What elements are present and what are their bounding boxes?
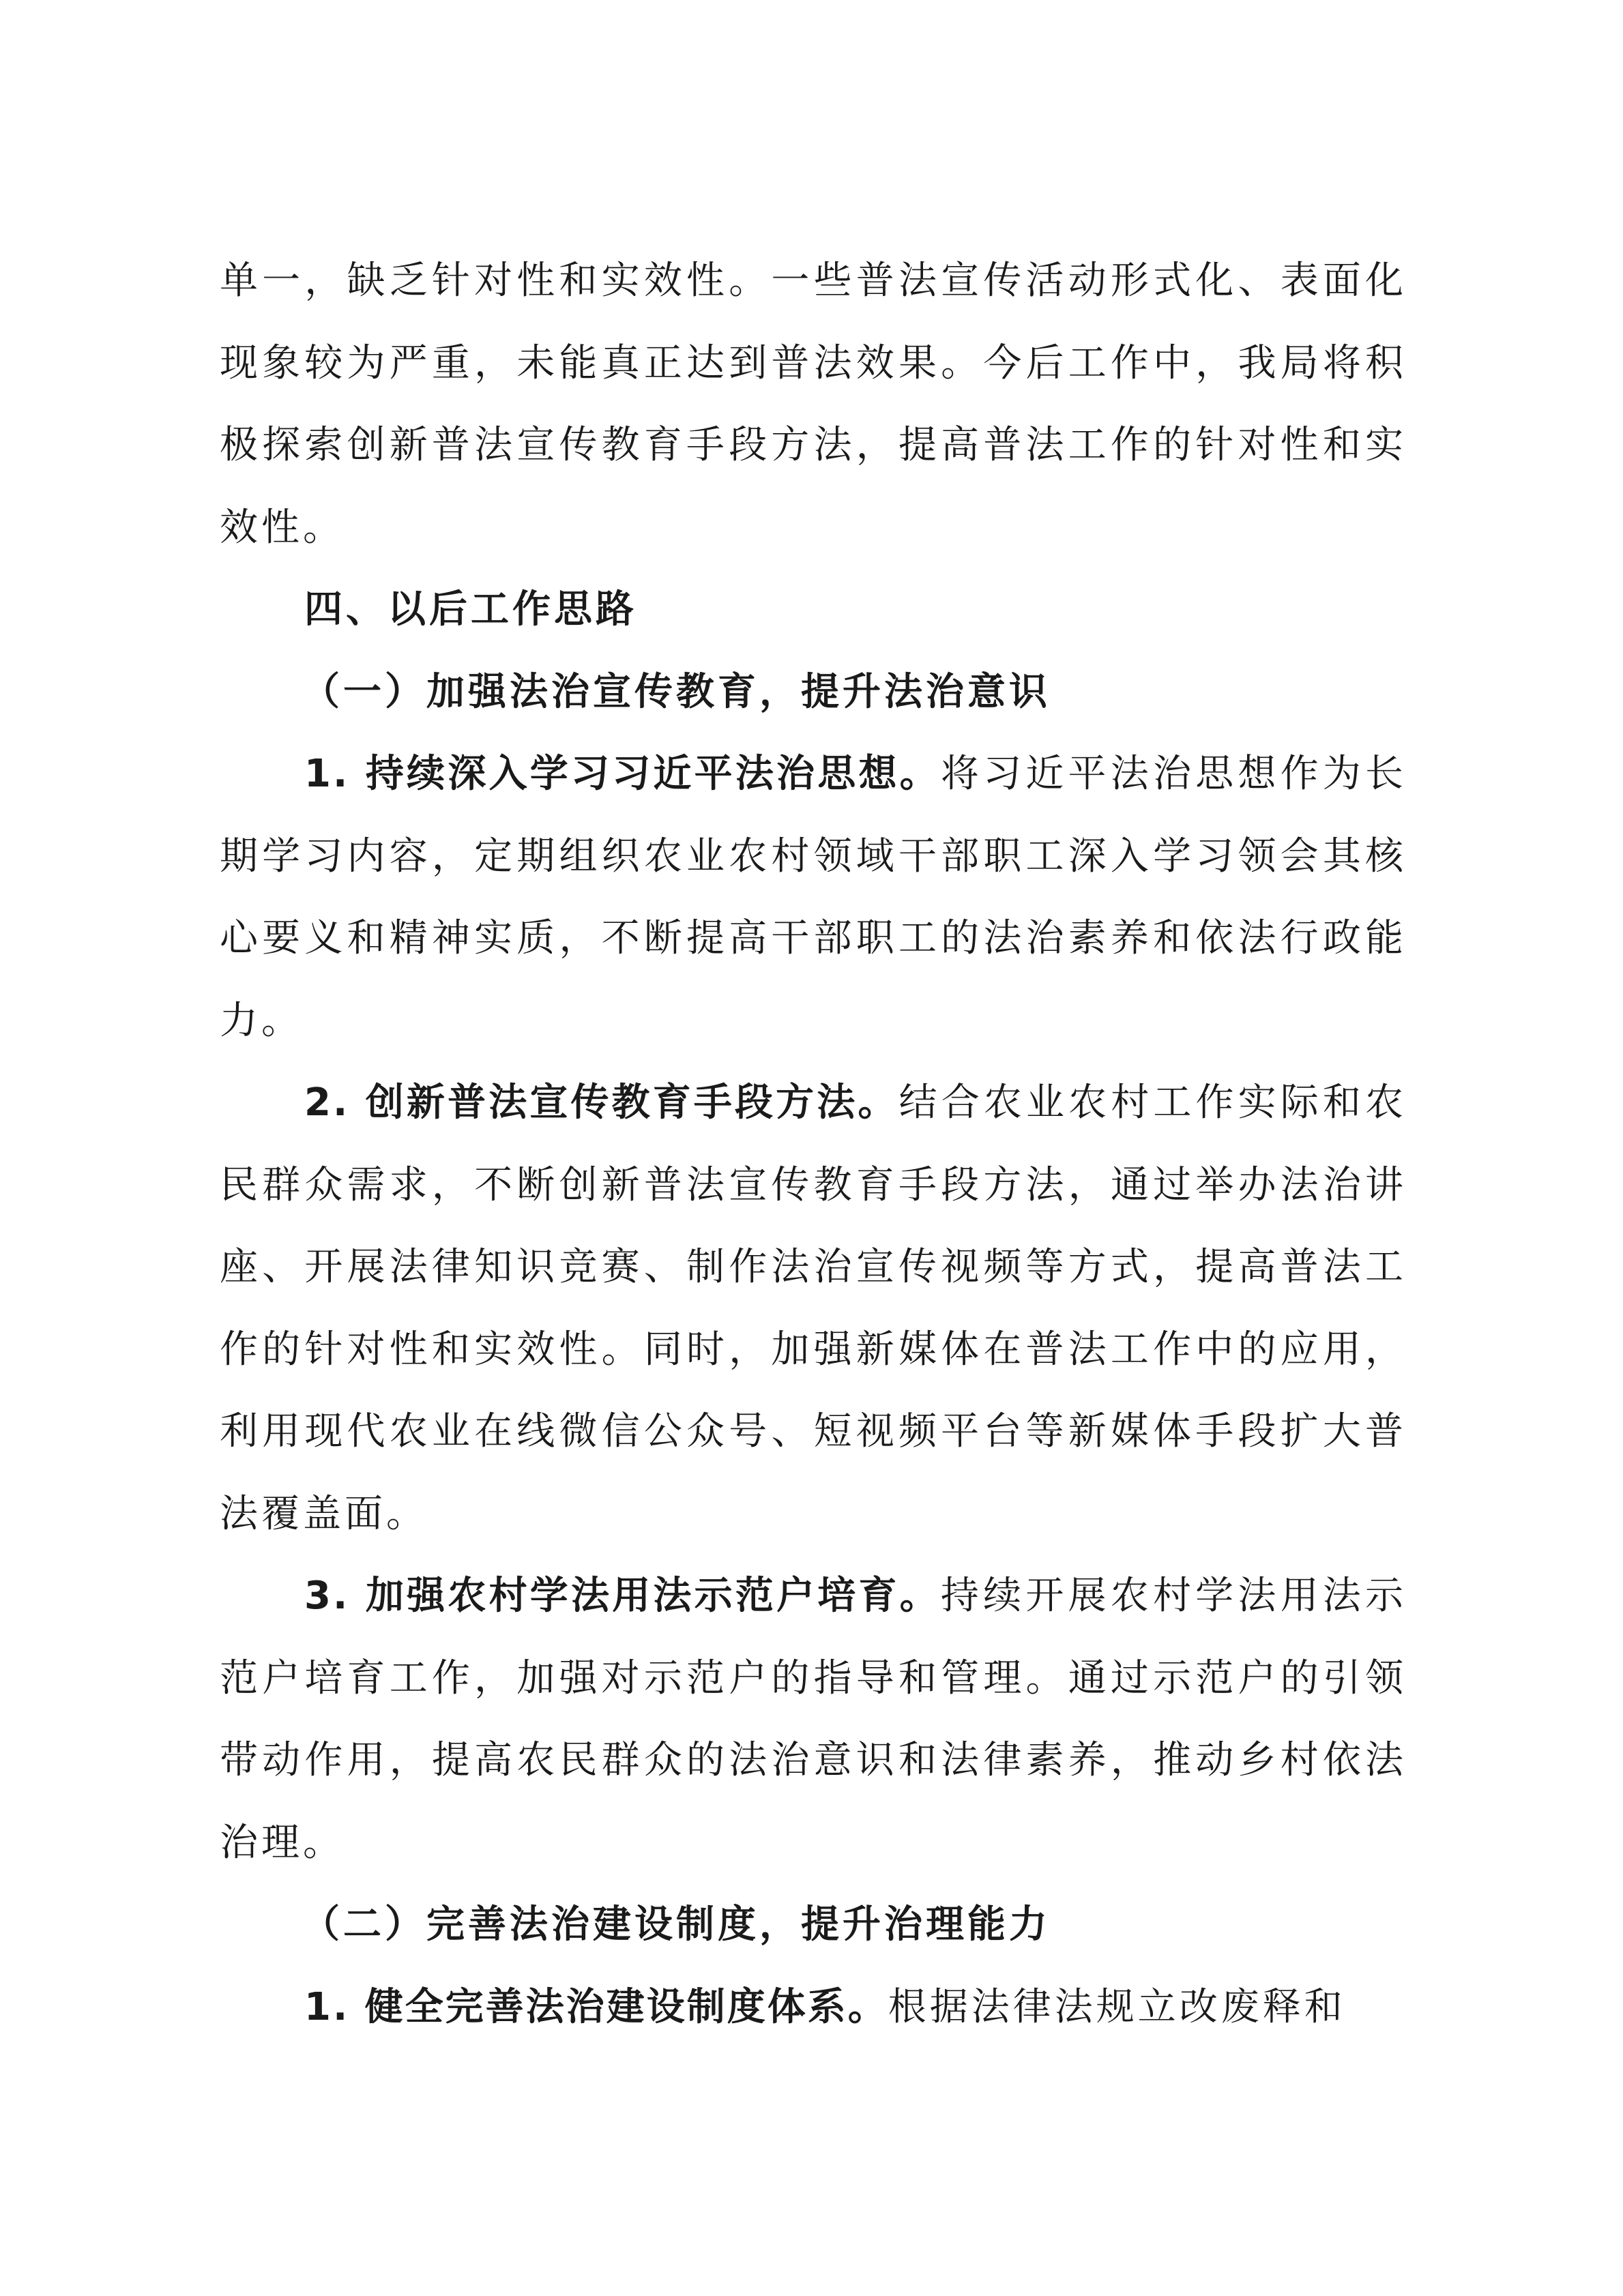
item-body: 根据法律法规立改废释和 xyxy=(888,1984,1346,2029)
paragraph-item-1-1 xyxy=(220,733,1407,1062)
paragraph-item-2-1 xyxy=(220,1967,1407,2049)
section-heading-four: 四、以后工作思路 xyxy=(304,587,637,632)
document-body xyxy=(220,240,1407,2048)
paragraph-continuation: 单一，缺乏针对性和实效性。一些普法宣传活动形式化、表面化现象较为严重，未能真正达到普法效果。今后工作中，我局将积极探索创新普法宣传教育手段方法，提高普法工作的针对性和实效性。 xyxy=(220,259,1407,550)
item-lead: 3. 加强农村学法用法示范户培育。 xyxy=(304,1574,941,1618)
subsection-heading-one: （一）加强法治宣传教育，提升法治意识 xyxy=(302,669,1051,714)
item-body: 将习近平法治思想作为长期学习内容，定期组织农业农村领域干部职工深入学习领会其核心要义和精神实质，不断提高干部职工的法治素养和依法行政能力。 xyxy=(220,752,1407,1043)
item-lead: 1. 持续深入学习习近平法治思想。 xyxy=(304,752,941,796)
item-body: 持续开展农村学法用法示范户培育工作，加强对示范户的指导和管理。通过示范户的引领带动作用，提高农民群众的法治意识和法律素养，推动乡村依法治理。 xyxy=(220,1574,1407,1865)
paragraph-item-1-3 xyxy=(220,1555,1407,1884)
paragraph-item-1-2 xyxy=(220,1062,1407,1555)
item-lead: 2. 创新普法宣传教育手段方法。 xyxy=(304,1080,899,1125)
item-lead: 1. 健全完善法治建设制度体系。 xyxy=(304,1984,888,2029)
item-body: 结合农业农村工作实际和农民群众需求，不断创新普法宣传教育手段方法，通过举办法治讲座、开展法律知识竞赛、制作法治宣传视频等方式，提高普法工作的针对性和实效性。同时，加强新媒体在普法工作中的应用，利用现代农业在线微信公众号、短视频平台等新媒体手段扩大普法覆盖面。 xyxy=(220,1080,1407,1536)
subsection-heading-two: （二）完善法治建设制度，提升治理能力 xyxy=(302,1902,1051,1947)
